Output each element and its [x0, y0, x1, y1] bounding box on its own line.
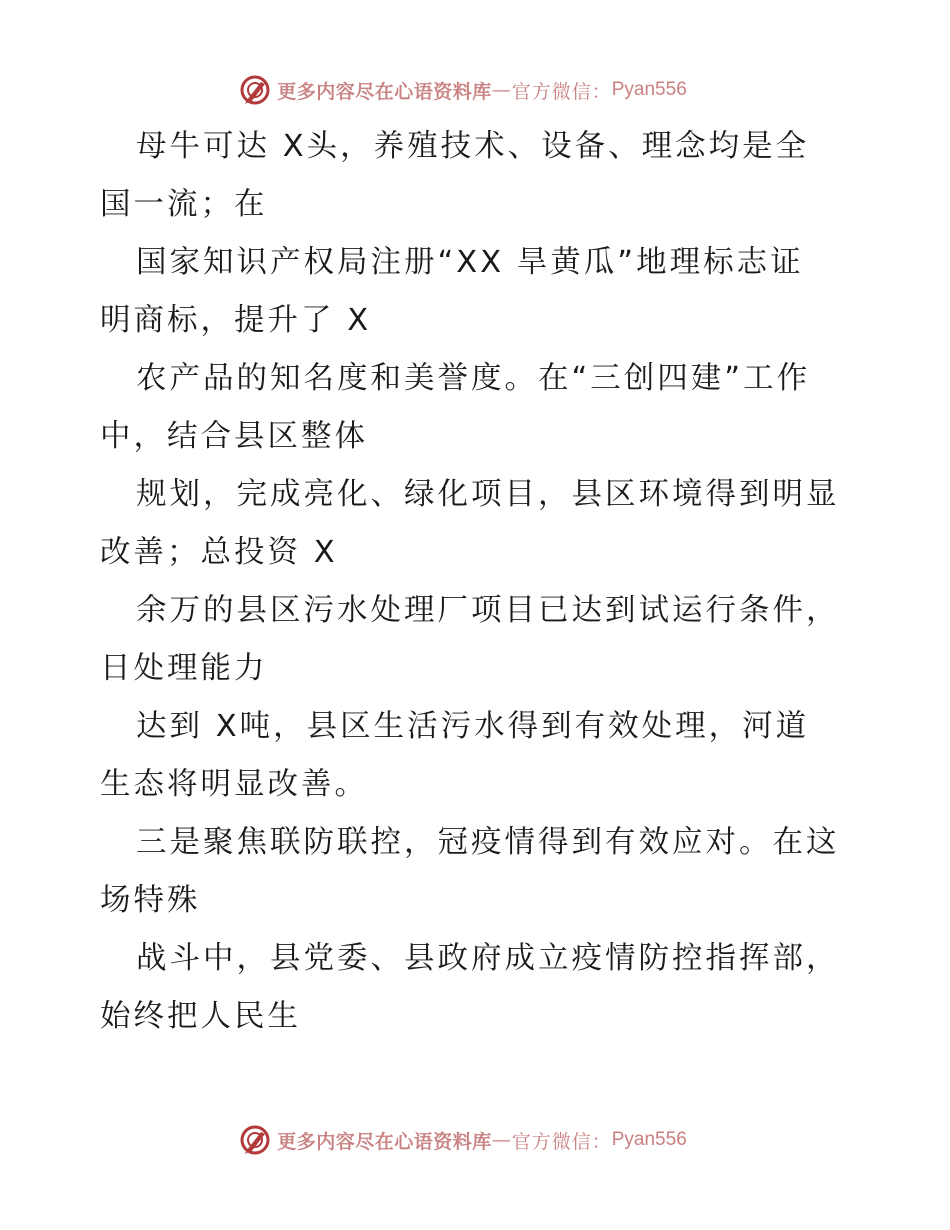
banner-wechat-label: 官方微信： — [511, 80, 612, 103]
text-line: 中，结合县区整体 — [100, 419, 368, 454]
pen-seal-icon — [239, 1124, 271, 1156]
banner-dash: — — [491, 79, 512, 101]
text-line: 始终把人民生 — [100, 999, 301, 1034]
body-text — [100, 118, 880, 1046]
text-line: 明商标，提升了 X — [100, 303, 372, 338]
banner-wechat-label: 官方微信： — [511, 1130, 612, 1153]
text-line: 改善；总投资 X — [100, 535, 338, 570]
text-line: 国家知识产权局注册“XX 旱黄瓜”地理标志证 — [136, 245, 804, 280]
text-line: 规划，完成亮化、绿化项目，县区环境得到明显 — [136, 477, 840, 512]
text-line: 战斗中，县党委、县政府成立疫情防控指挥部， — [136, 941, 840, 976]
footer-banner — [0, 1120, 950, 1160]
banner-content — [263, 1124, 687, 1156]
header-banner — [0, 70, 950, 110]
text-line: 母牛可达 X头，养殖技术、设备、理念均是全 — [136, 129, 810, 164]
text-line: 国一流；在 — [100, 187, 268, 222]
banner-main-text: 更多内容尽在心语资料库 — [277, 80, 492, 103]
banner-content — [263, 74, 687, 106]
banner-wechat-id: Pyan556 — [611, 1129, 687, 1150]
text-line: 场特殊 — [100, 883, 201, 918]
text-line: 达到 X吨，县区生活污水得到有效处理，河道 — [136, 709, 810, 744]
banner-main-text: 更多内容尽在心语资料库 — [277, 1130, 492, 1153]
banner-wechat-id: Pyan556 — [611, 79, 687, 100]
banner-dash: — — [491, 1129, 512, 1151]
text-line: 三是聚焦联防联控，冠疫情得到有效应对。在这 — [136, 825, 840, 860]
pen-seal-icon — [239, 74, 271, 106]
text-line: 农产品的知名度和美誉度。在“三创四建”工作 — [136, 361, 811, 396]
text-line: 生态将明显改善。 — [100, 767, 368, 802]
text-line: 余万的县区污水处理厂项目已达到试运行条件， — [136, 593, 840, 628]
text-line: 日处理能力 — [100, 651, 268, 686]
